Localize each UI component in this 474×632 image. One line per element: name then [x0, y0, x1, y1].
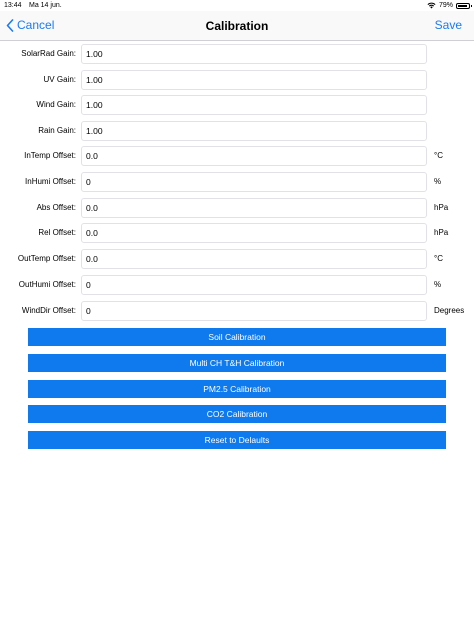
status-date: Ma 14 jun. [29, 2, 62, 9]
field-label: InTemp Offset: [24, 151, 76, 160]
reset-to-defaults-button[interactable]: Reset to Delaults [28, 431, 446, 449]
field-unit: °C [434, 254, 443, 263]
field-row-rel-offset [0, 220, 474, 246]
field-row-abs-offset [0, 195, 474, 221]
field-label: Rel Offset: [38, 228, 76, 237]
co2-calibration-button[interactable]: CO2 Calibration [28, 405, 446, 423]
field-label: SolarRad Gain: [21, 49, 76, 58]
field-label: InHumi Offset: [25, 177, 76, 186]
field-label: OutTemp Offset: [17, 254, 76, 263]
navigation-bar [0, 11, 474, 41]
status-bar [0, 0, 474, 11]
field-label: WindDir Offset: [21, 306, 76, 315]
cancel-label: Cancel [17, 18, 55, 32]
winddir-offset-input[interactable] [81, 301, 427, 321]
field-unit: % [434, 177, 442, 186]
field-row-winddir-offset [0, 298, 474, 324]
field-unit: % [434, 280, 442, 289]
field-row-inhumi-offset [0, 169, 474, 195]
outhumi-offset-input[interactable] [81, 275, 427, 295]
field-row-outhumi-offset [0, 272, 474, 298]
outtemp-offset-input[interactable] [81, 249, 427, 269]
field-label: UV Gain: [43, 75, 76, 84]
pm25-calibration-button[interactable]: PM2.5 Calibration [28, 380, 446, 398]
field-unit: °C [434, 151, 443, 160]
battery-percent: 79% [438, 2, 453, 9]
field-unit: hPa [434, 228, 449, 237]
status-indicators [427, 0, 470, 11]
wind-gain-input[interactable] [81, 95, 427, 115]
wifi-icon [427, 2, 436, 9]
field-row-outtemp-offset [0, 246, 474, 272]
save-button[interactable]: Save [434, 18, 462, 32]
intemp-offset-input[interactable] [81, 146, 427, 166]
inhumi-offset-input[interactable] [81, 172, 427, 192]
field-unit: hPa [434, 203, 449, 212]
field-row-solarrad-gain [0, 41, 474, 67]
field-label: Wind Gain: [36, 100, 76, 109]
page-title: Calibration [205, 19, 269, 33]
field-label: Rain Gain: [38, 126, 76, 135]
rel-offset-input[interactable] [81, 223, 427, 243]
field-label: OutHumi Offset: [18, 280, 76, 289]
field-row-intemp-offset [0, 143, 474, 169]
rain-gain-input[interactable] [81, 121, 427, 141]
status-time: 13:44 [4, 2, 22, 9]
field-label: Abs Offset: [36, 203, 76, 212]
field-row-rain-gain [0, 118, 474, 144]
field-row-wind-gain [0, 92, 474, 118]
solarrad-gain-input[interactable] [81, 44, 427, 64]
soil-calibration-button[interactable]: Soil Calibration [28, 328, 446, 346]
uv-gain-input[interactable] [81, 70, 427, 90]
abs-offset-input[interactable] [81, 198, 427, 218]
battery-icon [456, 3, 470, 9]
field-row-uv-gain [0, 67, 474, 93]
field-unit: Degrees [434, 306, 465, 315]
multi-ch-th-calibration-button[interactable]: Multi CH T&H Calibration [28, 354, 446, 372]
